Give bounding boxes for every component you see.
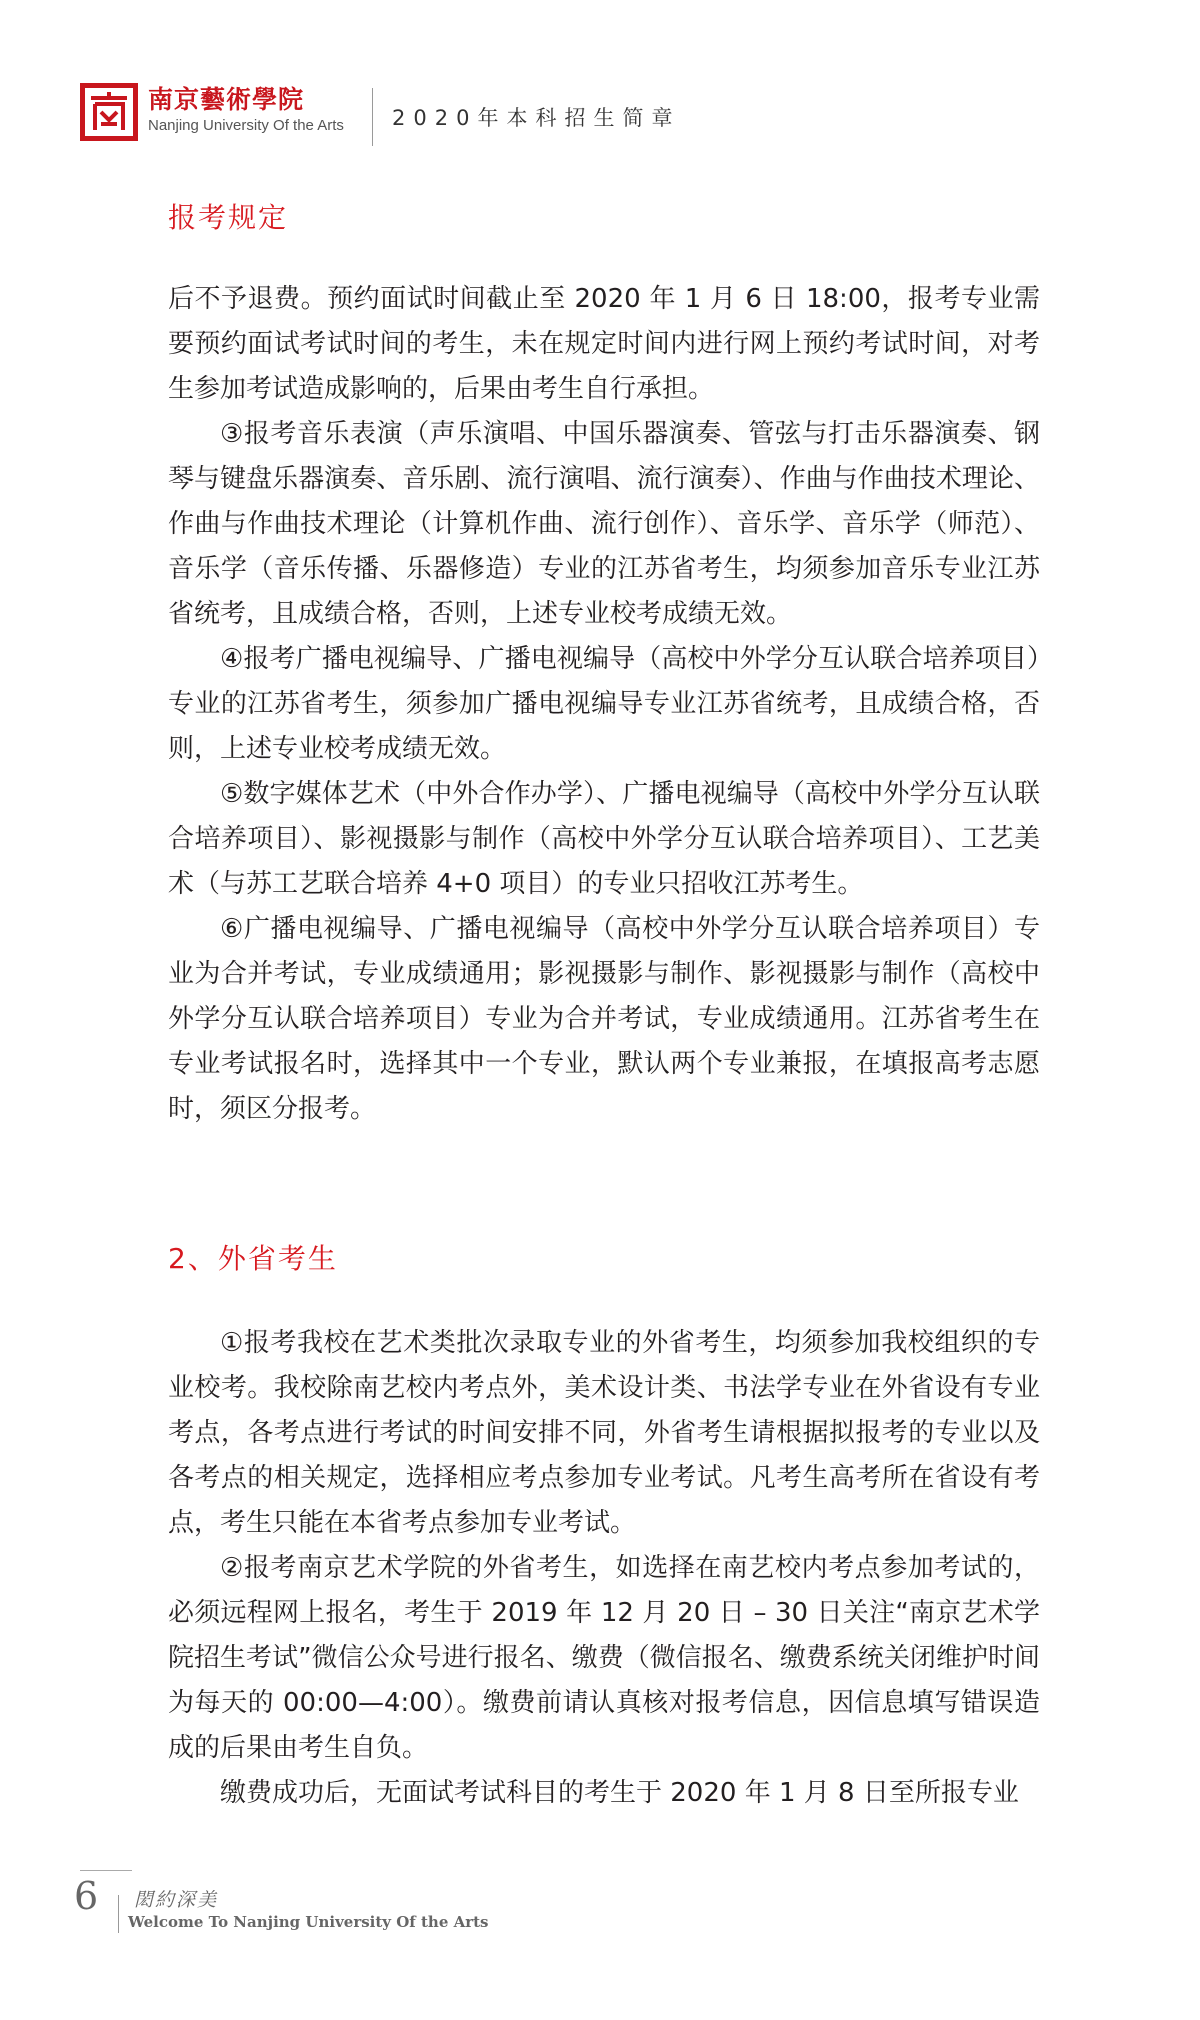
university-name-en: Nanjing University Of the Arts bbox=[148, 117, 344, 134]
paragraph: ③报考音乐表演（声乐演唱、中国乐器演奏、管弦与打击乐器演奏、钢琴与键盘乐器演奏、音乐剧、流行演唱、流行演奏）、作曲与作曲技术理论、作曲与作曲技术理论（计算机作曲、流行创作）、音乐学、音乐学（师范）、音乐学（音乐传播、乐器修造）专业的江苏省考生，均须参加音乐专业江苏省统考，且成绩合格，否则，上述专业校考成绩无效。 bbox=[168, 419, 1040, 629]
paragraph: ⑥广播电视编导、广播电视编导（高校中外学分互认联合培养项目）专业为合并考试，专业成绩通用；影视摄影与制作、影视摄影与制作（高校中外学分互认联合培养项目）专业为合并考试，专业成绩通用。江苏省考生在专业考试报名时，选择其中一个专业，默认两个专业兼报，在填报高考志愿时，须区分报考。 bbox=[168, 914, 1040, 1124]
paragraph: 后不予退费。预约面试时间截止至 2020 年 1 月 6 日 18:00，报考专业需要预约面试考试时间的考生，未在规定时间内进行网上预约考试时间，对考生参加考试造成影响的，后果由考生自行承担。 bbox=[168, 284, 1040, 404]
footer-divider bbox=[118, 1895, 119, 1933]
out-of-province-text-block bbox=[168, 1321, 1040, 1816]
header-divider bbox=[372, 88, 373, 146]
brochure-title: 2020年本科招生简章 bbox=[392, 106, 681, 130]
paragraph: ④报考广播电视编导、广播电视编导（高校中外学分互认联合培养项目）专业的江苏省考生，须参加广播电视编导专业江苏省统考，且成绩合格，否则，上述专业校考成绩无效。 bbox=[168, 644, 1040, 764]
university-seal-logo bbox=[80, 83, 138, 141]
footer-motto: 閎約深美 bbox=[134, 1889, 219, 1911]
section-title-rules: 报考规定 bbox=[168, 201, 289, 234]
paragraph: ⑤数字媒体艺术（中外合作办学）、广播电视编导（高校中外学分互认联合培养项目）、影视摄影与制作（高校中外学分互认联合培养项目）、工艺美术（与苏工艺联合培养 4+0 项目）的专业只招收江苏考生。 bbox=[168, 779, 1040, 899]
footer-rule bbox=[80, 1870, 132, 1871]
page-number: 6 bbox=[74, 1874, 99, 1918]
paragraph: ①报考我校在艺术类批次录取专业的外省考生，均须参加我校组织的专业校考。我校除南艺校内考点外，美术设计类、书法学专业在外省设有专业考点，各考点进行考试的时间安排不同，外省考生请根据拟报考的专业以及各考点的相关规定，选择相应考点参加专业考试。凡考生高考所在省设有考点，考生只能在本省考点参加专业考试。 bbox=[168, 1328, 1040, 1538]
rules-text-block bbox=[168, 277, 1040, 1132]
university-name-cn: 南京藝術學院 bbox=[148, 85, 305, 114]
page-header bbox=[0, 0, 1200, 160]
section-title-out-of-province: 2、外省考生 bbox=[168, 1242, 338, 1275]
footer-welcome-text: Welcome To Nanjing University Of the Arts bbox=[128, 1913, 489, 1931]
paragraph: 缴费成功后，无面试考试科目的考生于 2020 年 1 月 8 日至所报专业 bbox=[220, 1778, 1019, 1808]
paragraph: ②报考南京艺术学院的外省考生，如选择在南艺校内考点参加考试的，必须远程网上报名，考生于 2019 年 12 月 20 日 – 30 日关注“南京艺术学院招生考试”微信公众号进行报名、缴费（微信报名、缴费系统关闭维护时间为每天的 00:00—4:00）。缴费前请认真核对报考信息，因信息填写错误造成的后果由考生自负。 bbox=[168, 1553, 1040, 1763]
